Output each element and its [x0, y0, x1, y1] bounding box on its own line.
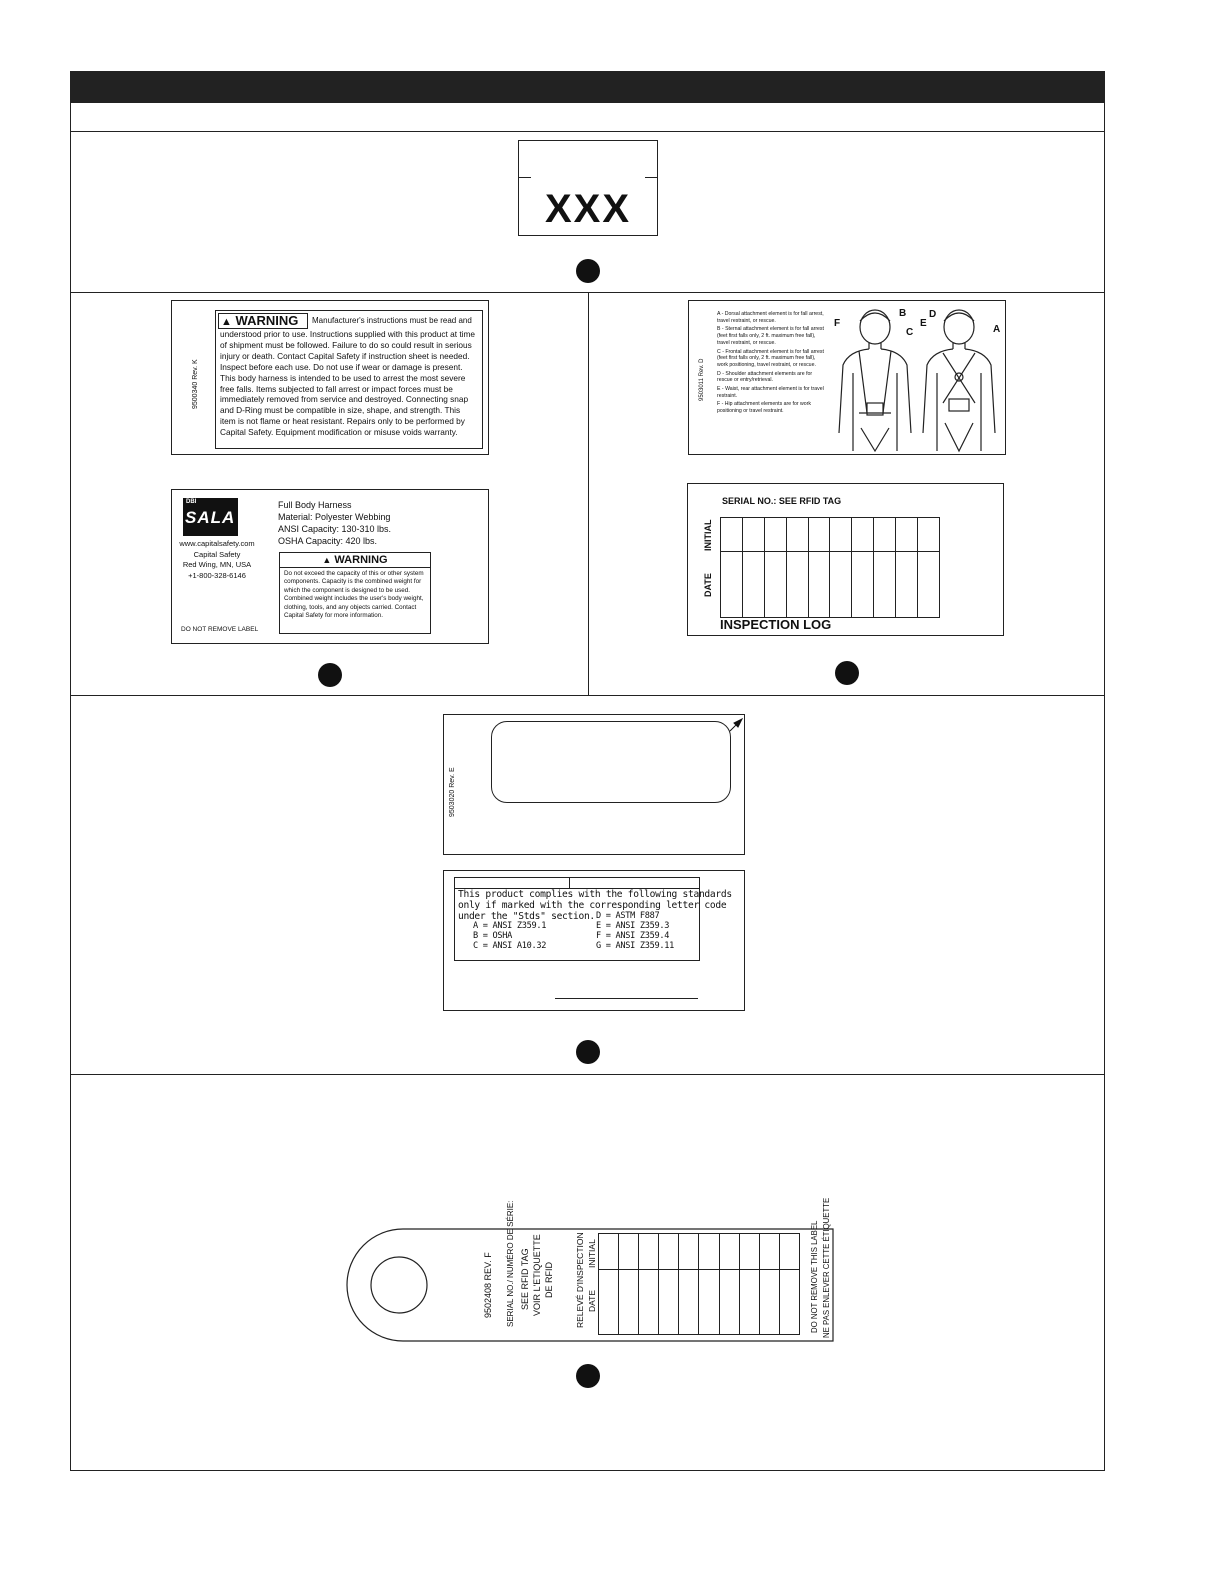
standards-line: This product complies with the following standards	[458, 889, 732, 900]
standards-left-col	[473, 921, 546, 951]
date-label: DATE	[703, 573, 713, 597]
rfid-window	[491, 721, 731, 803]
product-label	[171, 489, 489, 644]
callout-marker	[835, 661, 859, 685]
divider	[588, 292, 589, 695]
attachment-list	[717, 311, 827, 415]
hang-tag-rev: 9502408 REV. F	[483, 1252, 493, 1318]
standard-item: D = ASTM F887	[596, 911, 660, 921]
spec-line: ANSI Capacity: 130-310 lbs.	[278, 524, 392, 534]
attachment-label	[688, 300, 1006, 455]
warning-heading: WARNING	[235, 313, 299, 328]
standard-item: A = ANSI Z359.1	[473, 921, 547, 931]
standard-item: F = ANSI Z359.4	[596, 931, 670, 941]
hang-tag-remove-1: DO NOT REMOVE THIS LABEL	[810, 1220, 819, 1333]
warning-heading-box	[218, 313, 308, 329]
callout-a: A	[993, 324, 1001, 335]
hang-tag-serial-3: VOIR L'ETIQUETTE	[532, 1234, 542, 1316]
standards-text	[458, 889, 732, 911]
size-tag	[518, 140, 658, 236]
callout-marker	[318, 663, 342, 687]
callout-marker	[576, 1040, 600, 1064]
company-name: Capital Safety	[193, 549, 241, 559]
brand-logo	[183, 498, 238, 536]
attachment-item: A - Dorsal attachment element is for fall arrest, travel restraint, or rescue.	[717, 311, 824, 324]
standards-line: only if marked with the corresponding letter code	[458, 899, 727, 911]
warning-rev: 9500340 Rev. K	[192, 359, 199, 409]
callout-e: E	[920, 318, 927, 329]
rfid-window-label	[443, 714, 745, 855]
divider	[71, 695, 1104, 696]
capacity-warning-body: Do not exceed the capacity of this or other system components. Capacity is the combined weight for which the component is designed to be used. Combined weight includes the user's body weight, clothing, tools, and any objects carried. Contact Capital Safety for more information.	[284, 570, 424, 620]
callout-c: C	[906, 327, 914, 338]
brand-small: DBI	[186, 499, 197, 505]
warning-inner-box	[215, 310, 483, 449]
divider	[71, 131, 1104, 132]
callout-d: D	[929, 309, 937, 320]
company-phone: +1-800-328-6146	[188, 570, 246, 580]
company-block	[176, 539, 258, 581]
header-bar	[71, 72, 1104, 103]
standard-item: C = ANSI A10.32	[473, 941, 547, 951]
attachment-item: E - Waist, rear attachment element is for travel restraint.	[717, 386, 824, 399]
hang-tag-releve: RELEVÉ D'INSPECTION	[575, 1232, 585, 1328]
hang-tag-date: DATE	[587, 1289, 597, 1312]
standard-item: G = ANSI Z359.11	[596, 941, 674, 951]
hang-tag-serial-2: SEE RFID TAG	[520, 1248, 530, 1310]
capacity-warning-heading: WARNING	[334, 554, 388, 566]
warning-triangle-icon: ▲	[221, 316, 232, 328]
initial-label: INITIAL	[703, 519, 713, 551]
hang-tag-serial-4: DE RFID	[544, 1262, 554, 1298]
warning-triangle-icon: ▲	[322, 555, 332, 565]
callout-marker	[576, 1364, 600, 1388]
hang-tag-remove-2: NE PAS ENLEVER CETTE ÉTIQUETTE	[822, 1197, 831, 1338]
inspection-log-label	[687, 483, 1004, 636]
hang-tag-serial-1: SERIAL NO./ NUMÉRO DE SÉRIE:	[506, 1200, 515, 1327]
brand-name: SALA	[185, 508, 236, 527]
company-website: www.capitalsafety.com	[179, 539, 255, 548]
standards-box	[454, 877, 732, 961]
hang-tag-initial: INITIAL	[587, 1239, 597, 1268]
attachment-rev: 9503011 Rev. D	[699, 358, 705, 401]
inspection-log-title: INSPECTION LOG	[720, 617, 832, 632]
standards-right-col	[596, 911, 674, 951]
warning-label	[171, 300, 489, 455]
spec-block	[278, 499, 391, 547]
company-city: Red Wing, MN, USA	[182, 560, 252, 569]
standard-item: E = ANSI Z359.3	[596, 921, 670, 931]
attachment-item: B - Sternal attachment element is for fall arrest (feet first falls only, 2 ft. maximum free fall), travel restraint, or rescue.	[717, 326, 824, 346]
do-not-remove-label: DO NOT REMOVE LABEL	[181, 626, 259, 633]
rfid-rev: 9503020 Rev. E	[449, 767, 456, 817]
size-tag-text: XXX	[544, 187, 632, 231]
divider	[71, 1074, 1104, 1075]
signature-line	[555, 998, 698, 999]
capacity-warning-box	[279, 552, 431, 634]
spec-line: OSHA Capacity: 420 lbs.	[278, 536, 378, 546]
spec-line: Material: Polyester Webbing	[278, 512, 391, 522]
serial-text: SERIAL NO.: SEE RFID TAG	[722, 496, 842, 506]
spec-line: Full Body Harness	[278, 500, 352, 510]
warning-lead: Manufacturer's instructions must be read and	[312, 316, 472, 325]
harness-illustration	[829, 303, 1005, 453]
warning-body: understood prior to use. Instructions supplied with this product at time of shipment must be followed. Failure to do so could result in serious injury or death. Contact Capital Safety if instruction sheet is needed. Inspect before each use. Do not use if wear or damage is present. This body harness is intended to be used to arrest the most severe free falls. Items subjected to fall arrest or impact forces must be immediately removed from service and destroyed. Connecting snap and D-Ring must be compatible in size, shape, and strength. This item is not flame or heat resistant. Repairs only to be performed by Capital Safety. Equipment modification or misuse voids warranty.	[220, 329, 476, 438]
standard-item: B = OSHA	[473, 931, 512, 941]
hang-tag-grid	[598, 1233, 800, 1335]
standards-label	[443, 870, 745, 1011]
callout-f: F	[834, 318, 841, 329]
attachment-item: D - Shoulder attachment elements are for rescue or entry/retrieval.	[717, 370, 813, 384]
corner-arrow-icon	[728, 717, 744, 733]
capacity-warning-head	[280, 553, 430, 568]
callout-b: B	[899, 308, 907, 319]
standards-line: under the "Stds" section.	[458, 911, 595, 922]
inspection-grid	[720, 517, 940, 618]
callout-marker	[576, 259, 600, 283]
attachment-item: F - Hip attachment elements are for work positioning or travel restraint.	[717, 401, 811, 415]
attachment-item: C - Frontal attachment element is for fall arrest (feet first falls only, 2 ft. maximum free fall), work positioning, travel restraint, or rescue.	[717, 348, 824, 368]
